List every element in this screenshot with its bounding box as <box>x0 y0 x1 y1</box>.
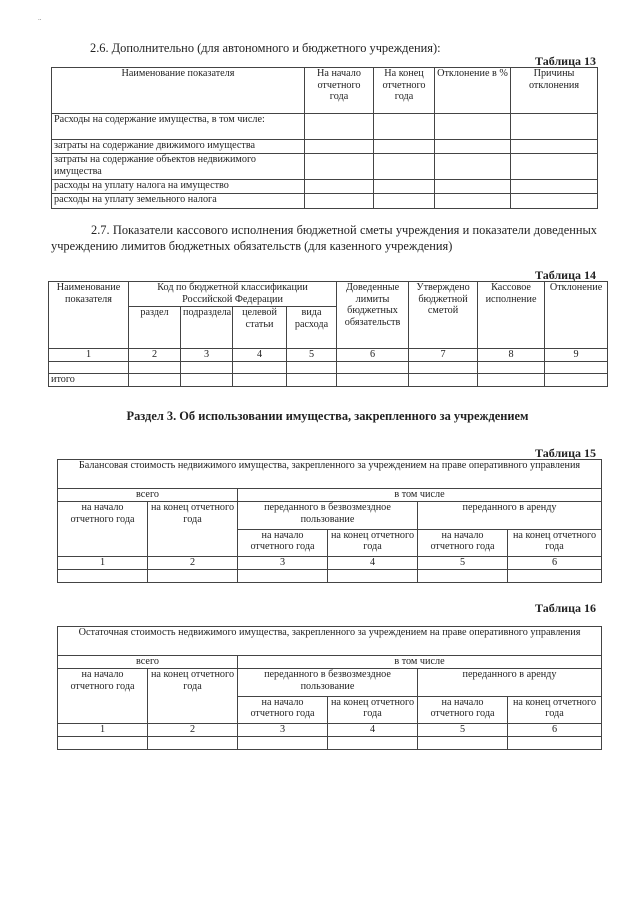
table-13 <box>51 67 598 209</box>
t13-header-deviation: Отклонение в % <box>435 68 511 114</box>
table-15 <box>57 459 602 583</box>
t14-col-number: 1 <box>49 349 129 362</box>
t15-col-number: 6 <box>508 556 602 569</box>
t15-total-header: всего <box>58 489 238 502</box>
t14-header-cash: Кассовое исполнение <box>478 282 545 349</box>
table15-caption: Таблица 15 <box>535 446 596 460</box>
t14-col-number: 4 <box>233 349 287 362</box>
t14-col-number: 8 <box>478 349 545 362</box>
t15-title: Балансовая стоимость недвижимого имущества, закрепленного за учреждением на праве оперативного управления <box>58 460 602 489</box>
t16-col-number: 1 <box>58 723 148 736</box>
table14-caption: Таблица 14 <box>535 268 596 282</box>
t16-rent-start: на начало отчетного года <box>418 696 508 723</box>
t16-col-number: 2 <box>148 723 238 736</box>
t15-free-end: на конец отчетного года <box>328 529 418 556</box>
t14-subheader: раздел <box>129 307 181 349</box>
table13-caption: Таблица 13 <box>535 54 596 68</box>
t14-subheader: целевой статьи <box>233 307 287 349</box>
t14-col-number: 5 <box>287 349 337 362</box>
t15-rent-end: на конец отчетного года <box>508 529 602 556</box>
t13-header-reasons: Причины отклонения <box>511 68 598 114</box>
t16-free-end: на конец отчетного года <box>328 696 418 723</box>
t14-header-approved: Утверждено бюджетной сметой <box>409 282 478 349</box>
t15-free-start: на начало отчетного года <box>238 529 328 556</box>
t13-header-name: Наименование показателя <box>52 68 305 114</box>
t13-row-label: затраты на содержание движимого имущества <box>52 139 305 154</box>
t14-header-name: Наименование показателя <box>49 282 129 349</box>
t16-total-end: на конец отчетного года <box>148 669 238 723</box>
t15-including-header: в том числе <box>238 489 602 502</box>
t14-subheader: вида расхода <box>287 307 337 349</box>
t16-col-number: 3 <box>238 723 328 736</box>
t14-header-code: Код по бюджетной классификации Российской Федерации <box>129 282 337 307</box>
t15-rent-start: на начало отчетного года <box>418 529 508 556</box>
t16-free-use-header: переданного в безвозмездное пользование <box>238 669 418 696</box>
t13-header-end: На конец отчетного года <box>374 68 435 114</box>
t13-row-label: расходы на уплату налога на имущество <box>52 179 305 194</box>
scan-mark: .. <box>38 14 42 22</box>
t16-rent-end: на конец отчетного года <box>508 696 602 723</box>
table-14 <box>48 281 608 387</box>
t15-rent-header: переданного в аренду <box>418 502 602 529</box>
t15-total-start: на начало отчетного года <box>58 502 148 556</box>
t15-col-number: 1 <box>58 556 148 569</box>
t15-col-number: 5 <box>418 556 508 569</box>
t13-header-start: На начало отчетного года <box>305 68 374 114</box>
t14-col-number: 9 <box>545 349 608 362</box>
t16-col-number: 4 <box>328 723 418 736</box>
t14-header-limits: Доведенные лимиты бюджетных обязательств <box>337 282 409 349</box>
t14-col-number: 6 <box>337 349 409 362</box>
t14-total-label: итого <box>49 374 129 387</box>
t14-col-number: 7 <box>409 349 478 362</box>
section-2-7-text: 2.7. Показатели кассового исполнения бюджетной сметы учреждения и показатели доведенных учреждению лимитов бюджетных обязательств (для казенного учреждения) <box>51 223 597 253</box>
t16-col-number: 6 <box>508 723 602 736</box>
t14-col-number: 2 <box>129 349 181 362</box>
t15-free-use-header: переданного в безвозмездное пользование <box>238 502 418 529</box>
t16-free-start: на начало отчетного года <box>238 696 328 723</box>
t16-including-header: в том числе <box>238 656 602 669</box>
t16-total-start: на начало отчетного года <box>58 669 148 723</box>
t16-total-header: всего <box>58 656 238 669</box>
section-3-title: Раздел 3. Об использовании имущества, закрепленного за учреждением <box>126 409 529 423</box>
t13-row-label: затраты на содержание объектов недвижимого имущества <box>52 154 305 180</box>
t14-header-deviation: Отклонение <box>545 282 608 349</box>
t15-col-number: 3 <box>238 556 328 569</box>
table16-caption: Таблица 16 <box>535 601 596 615</box>
t16-col-number: 5 <box>418 723 508 736</box>
section-2-6-text: 2.6. Дополнительно (для автономного и бюджетного учреждения): <box>90 41 441 55</box>
t13-row-label: расходы на уплату земельного налога <box>52 194 305 209</box>
t16-title: Остаточная стоимость недвижимого имущества, закрепленного за учреждением на праве оперативного управления <box>58 627 602 656</box>
t14-col-number: 3 <box>181 349 233 362</box>
t13-row-label: Расходы на содержание имущества, в том числе: <box>52 113 305 139</box>
t15-total-end: на конец отчетного года <box>148 502 238 556</box>
table-16 <box>57 626 602 750</box>
t15-col-number: 2 <box>148 556 238 569</box>
t16-rent-header: переданного в аренду <box>418 669 602 696</box>
t15-col-number: 4 <box>328 556 418 569</box>
t14-subheader: подраздела <box>181 307 233 349</box>
